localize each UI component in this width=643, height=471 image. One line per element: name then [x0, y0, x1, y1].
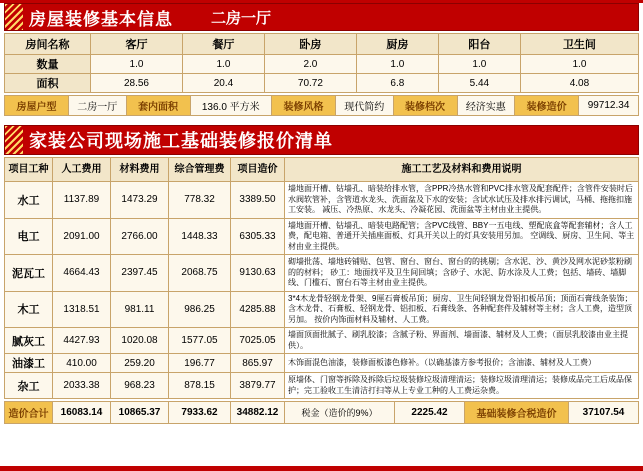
section1-header-band — [4, 3, 639, 31]
item-total: 9130.63 — [231, 255, 285, 292]
section1-subtitle: 二房一厅 — [211, 9, 272, 27]
table-row — [5, 354, 639, 373]
value-house-type: 二房一厅 — [69, 96, 127, 116]
table-row — [5, 96, 639, 116]
col-trade: 项目工种 — [5, 158, 53, 182]
tax-label: 税金（造价的9%） — [285, 402, 395, 424]
grand-total-value: 37107.54 — [569, 402, 639, 424]
qty-kitchen: 1.0 — [356, 55, 438, 74]
col-balcony: 阳台 — [438, 34, 520, 55]
labor-cost: 1318.51 — [53, 291, 111, 328]
item-description: 3*4木龙骨轻钢龙骨架、9厘石膏板吊顶；厨房、卫生间轻钢龙骨铝扣板吊顶；顶面石膏线条装饰；含木龙骨、石膏板、轻钢龙骨、铝扣板、石膏线条、各种配套件及辅材等主材；含人工费，造型顶另加。 按价内饰面材料及辅材、人工费。 — [285, 291, 639, 328]
section2-title: 家装公司现场施工基础装修报价清单 — [29, 131, 333, 151]
item-total: 865.97 — [231, 354, 285, 373]
area-kitchen: 6.8 — [356, 74, 438, 93]
labor-cost: 4427.93 — [53, 328, 111, 354]
col-bedroom: 卧房 — [264, 34, 356, 55]
table-row — [5, 218, 639, 255]
col-bathroom: 卫生间 — [520, 34, 638, 55]
material-cost: 1020.08 — [111, 328, 169, 354]
item-description: 原墙体、门窗等拆除及拆除后垃圾装修垃圾清理清运；装修垃圾清理清运；装修成品完工后成品保护；完工验收工生清洁打扫等从上专业工种的人工费运杂费。 — [285, 373, 639, 399]
item-description: 墙地面开槽、钻墙孔、暗装电路配管；含PVC线管、BBY一五电线、塑配底盒等配套辅材；含人工费，配电箱、普通开关插座面板、灯具开关以上的灯具安装用另加。 空调线、厨房、卫生间、等主材由业主提供。 — [285, 218, 639, 255]
trade-name: 水工 — [5, 182, 53, 219]
value-grade: 经济实惠 — [457, 96, 515, 116]
house-summary-strip — [4, 95, 639, 116]
management-fee: 986.25 — [169, 291, 231, 328]
material-cost: 981.11 — [111, 291, 169, 328]
area-balcony: 5.44 — [438, 74, 520, 93]
area-bathroom: 4.08 — [520, 74, 638, 93]
section1-title: 房屋装修基本信息 — [29, 9, 173, 29]
management-fee: 1448.33 — [169, 218, 231, 255]
management-fee: 2068.75 — [169, 255, 231, 292]
item-description: 墙地面开槽、钻墙孔、暗装给排水管，含PPR冷热水管和PVC排水管及配套配件；含管件安装时后水阀软管补，含管道水龙头、洗面盆及下水的安装；含试水试压及排水排污调试，马桶、拖拖扣施工安装。 减压、冷热原、水龙头、冷凝花园、洗面盆等主材由业主提供。 — [285, 182, 639, 219]
row-label-area: 面积 — [5, 74, 91, 93]
labor-cost: 4664.43 — [53, 255, 111, 292]
col-living-room: 客厅 — [91, 34, 183, 55]
item-total: 6305.33 — [231, 218, 285, 255]
area-bedroom: 70.72 — [264, 74, 356, 93]
item-total: 7025.05 — [231, 328, 285, 354]
table-row — [5, 402, 639, 424]
item-description: 木饰面混色油漆，装修面板漆色修补。（以确基漆方参考报价；含油漆、辅材及人工费） — [285, 354, 639, 373]
totals-row — [4, 401, 639, 424]
label-style: 装修风格 — [271, 96, 335, 116]
table-row — [5, 291, 639, 328]
material-cost: 968.23 — [111, 373, 169, 399]
col-labor-cost: 人工费用 — [53, 158, 111, 182]
value-style: 现代简约 — [335, 96, 393, 116]
area-living-room: 28.56 — [91, 74, 183, 93]
trade-name: 电工 — [5, 218, 53, 255]
trade-name: 腻灰工 — [5, 328, 53, 354]
trade-name: 泥瓦工 — [5, 255, 53, 292]
material-cost: 2397.45 — [111, 255, 169, 292]
labor-cost: 2033.38 — [53, 373, 111, 399]
table-row — [5, 182, 639, 219]
col-room-name: 房间名称 — [5, 34, 91, 55]
table-header-row — [5, 34, 639, 55]
col-kitchen: 厨房 — [356, 34, 438, 55]
totals-material: 10865.37 — [111, 402, 169, 424]
totals-label: 造价合计 — [5, 402, 53, 424]
totals-management: 7933.62 — [169, 402, 231, 424]
col-dining-room: 餐厅 — [182, 34, 264, 55]
trade-name: 木工 — [5, 291, 53, 328]
col-item-total: 项目造价 — [231, 158, 285, 182]
material-cost: 259.20 — [111, 354, 169, 373]
label-house-type: 房屋户型 — [5, 96, 69, 116]
trade-name: 油漆工 — [5, 354, 53, 373]
label-inner-area: 套内面积 — [126, 96, 190, 116]
stripe-decoration-icon — [5, 126, 23, 154]
section2-header-band — [4, 125, 639, 155]
table-row — [5, 328, 639, 354]
labor-cost: 410.00 — [53, 354, 111, 373]
table-row — [5, 74, 639, 93]
management-fee: 778.32 — [169, 182, 231, 219]
trade-name: 杂工 — [5, 373, 53, 399]
qty-bathroom: 1.0 — [520, 55, 638, 74]
qty-dining-room: 1.0 — [182, 55, 264, 74]
management-fee: 878.15 — [169, 373, 231, 399]
row-label-quantity: 数量 — [5, 55, 91, 74]
material-cost: 1473.29 — [111, 182, 169, 219]
area-dining-room: 20.4 — [182, 74, 264, 93]
table-row — [5, 255, 639, 292]
item-total: 3879.77 — [231, 373, 285, 399]
item-description: 墙面顶面批腻子、刷乳胶漆；含腻子粉、界面剂、墙面漆、辅材及人工费；（面层乳胶漆由业主提供）。 — [285, 328, 639, 354]
quote-table — [4, 157, 639, 399]
bottom-red-rule — [0, 466, 643, 471]
item-total: 4285.88 — [231, 291, 285, 328]
labor-cost: 2091.00 — [53, 218, 111, 255]
item-description: 砌墙批荡、墙地砖铺贴、包管、窗台、窗台、窗台的的挑剔；含水泥、沙、黄沙及网水泥砂浆粉刷的的材料； 砂工：地面找平及卫生间回填；含砂子、水泥、防水涂及人工费；包括、墙砖、墙脚线、门槛石、窗台石等主材由业主提供。 — [285, 255, 639, 292]
qty-balcony: 1.0 — [438, 55, 520, 74]
management-fee: 1577.05 — [169, 328, 231, 354]
room-info-table — [4, 33, 639, 93]
management-fee: 196.77 — [169, 354, 231, 373]
tax-value: 2225.42 — [395, 402, 465, 424]
label-total-cost: 装修造价 — [515, 96, 579, 116]
qty-bedroom: 2.0 — [264, 55, 356, 74]
col-description: 施工工艺及材料和费用说明 — [285, 158, 639, 182]
table-row — [5, 373, 639, 399]
item-total: 3389.50 — [231, 182, 285, 219]
table-header-row — [5, 158, 639, 182]
qty-living-room: 1.0 — [91, 55, 183, 74]
grand-total-label: 基础装修合税造价 — [465, 402, 569, 424]
labor-cost: 1137.89 — [53, 182, 111, 219]
label-grade: 装修档次 — [393, 96, 457, 116]
stripe-decoration-icon — [5, 4, 23, 30]
col-management-fee: 综合管理费 — [169, 158, 231, 182]
value-inner-area: 136.0 平方米 — [190, 96, 271, 116]
material-cost: 2766.00 — [111, 218, 169, 255]
value-total-cost: 99712.34 — [579, 96, 639, 116]
totals-labor: 16083.14 — [53, 402, 111, 424]
table-row — [5, 55, 639, 74]
col-material-cost: 材料费用 — [111, 158, 169, 182]
totals-total: 34882.12 — [231, 402, 285, 424]
